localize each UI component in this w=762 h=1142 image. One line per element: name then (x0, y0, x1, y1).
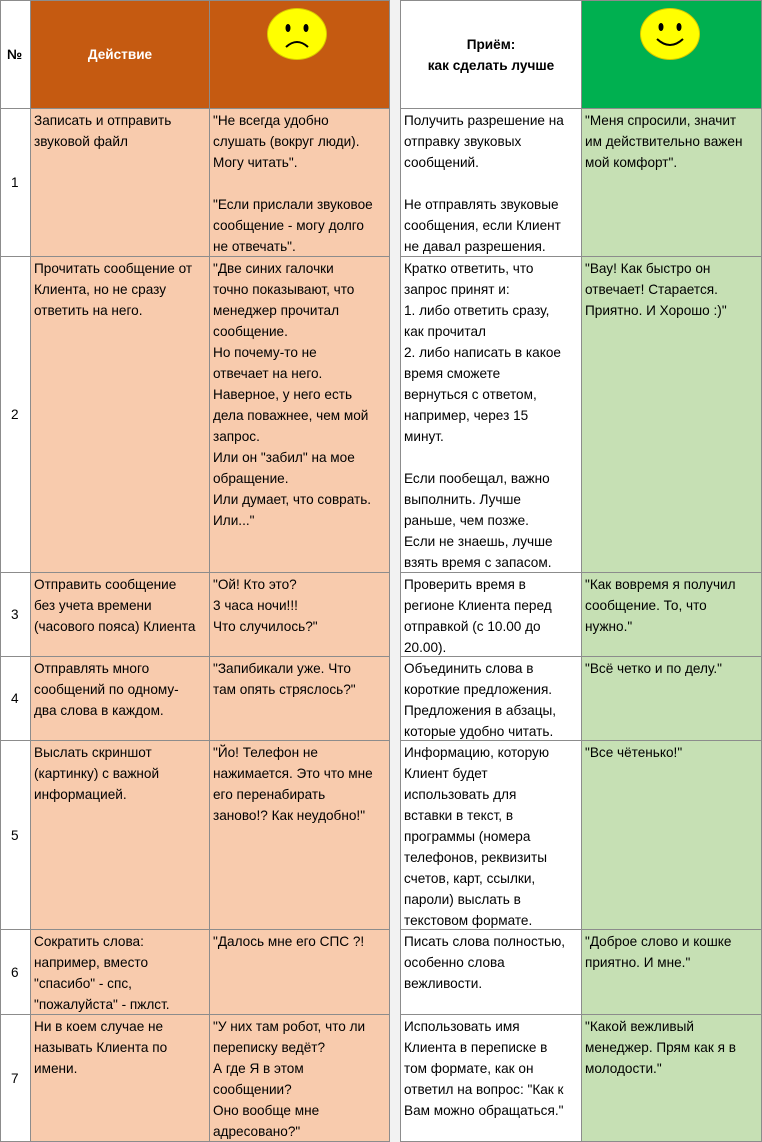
row-1-client-happy: "Меня спросили, значит им действительно важен мой комфорт". (581, 108, 762, 257)
happy-face-icon (640, 8, 700, 60)
row-1-action: Записать и отправить звуковой файл (30, 108, 210, 257)
row-6-client-happy: "Доброе слово и кошке приятно. И мне." (581, 929, 762, 1015)
header-num (0, 0, 31, 109)
row-1-client-sad: "Не всегда удобно слушать (вокруг люди). Могу читать". "Если прислали звуковое сообщение - могу долго не отвечать". (209, 108, 390, 257)
row-2-client-happy: "Вау! Как быстро он отвечает! Старается. Приятно. И Хорошо :)" (581, 256, 762, 573)
row-6-client-sad: "Далось мне его СПС ?! (209, 929, 390, 1015)
header-technique (400, 0, 582, 109)
row-6-action: Сократить слова: например, вместо "спасибо" - спс, "пожалуйста" - пжлст. (30, 929, 210, 1015)
row-2-num: 2 (0, 256, 31, 573)
row-7-technique: Использовать имя Клиента в переписке в том формате, как он ответил на вопрос: "Как к Вам можно обращаться." (400, 1014, 582, 1142)
row-6-technique: Писать слова полностью, особенно слова вежливости. (400, 929, 582, 1015)
row-6-num: 6 (0, 929, 31, 1015)
row-5-client-sad: "Йо! Телефон не нажимается. Это что мне его перенабирать заново!? Как неудобно!" (209, 740, 390, 930)
row-4-action: Отправлять много сообщений по одному- два слова в каждом. (30, 656, 210, 741)
header-client-sad (209, 0, 390, 109)
row-2-technique: Кратко ответить, что запрос принят и: 1. либо ответить сразу, как прочитал 2. либо написать в какое время сможете вернуться с ответом, например, через 15 минут. Если пообещал, важно выполнить. Лучше раньше, чем позже. Если не знаешь, лучше взять время с запасом. (400, 256, 582, 573)
row-3-client-sad: "Ой! Кто это? 3 часа ночи!!! Что случилось?" (209, 572, 390, 657)
row-1-num: 1 (0, 108, 31, 257)
row-5-num: 5 (0, 740, 31, 930)
row-3-client-happy: "Как вовремя я получил сообщение. То, что нужно." (581, 572, 762, 657)
header-action (30, 0, 210, 109)
header-action-label: Действие (87, 47, 153, 62)
header-technique-line1: Приём: (466, 36, 516, 52)
row-2-client-sad: "Две синих галочки точно показывают, что менеджер прочитал сообщение. Но почему-то не отвечает на него. Наверное, у него есть дела поважнее, чем мой запрос. Или он "забил" на мое обращение. Или думает, что соврать. Или..." (209, 256, 390, 573)
column-gap (389, 0, 401, 1142)
row-3-action: Отправить сообщение без учета времени (часового пояса) Клиента (30, 572, 210, 657)
row-7-action: Ни в коем случае не называть Клиента по имени. (30, 1014, 210, 1142)
header-client-happy (581, 0, 762, 109)
row-4-client-happy: "Всё четко и по делу." (581, 656, 762, 741)
row-3-num: 3 (0, 572, 31, 657)
row-4-num: 4 (0, 656, 31, 741)
header-num-label: № (7, 47, 23, 62)
row-3-technique: Проверить время в регионе Клиента перед отправкой (с 10.00 до 20.00). (400, 572, 582, 657)
row-4-client-sad: "Запибикали уже. Что там опять стряслось?" (209, 656, 390, 741)
header-technique-line2: как сделать лучше (427, 57, 555, 73)
row-7-num: 7 (0, 1014, 31, 1142)
row-7-client-sad: "У них там робот, что ли переписку ведёт? А где Я в этом сообщении? Оно вообще мне адресовано?" (209, 1014, 390, 1142)
row-5-technique: Информацию, которую Клиент будет использовать для вставки в текст, в программы (номера телефонов, реквизиты счетов, карт, ссылки, пароли) выслать в текстовом формате. (400, 740, 582, 930)
row-5-action: Выслать скриншот (картинку) с важной информацией. (30, 740, 210, 930)
row-7-client-happy: "Какой вежливый менеджер. Прям как я в молодости." (581, 1014, 762, 1142)
row-5-client-happy: "Все чётенько!" (581, 740, 762, 930)
row-4-technique: Объединить слова в короткие предложения. Предложения в абзацы, которые удобно читать. (400, 656, 582, 741)
row-2-action: Прочитать сообщение от Клиента, но не сразу ответить на него. (30, 256, 210, 573)
sad-face-icon (267, 8, 327, 60)
row-1-technique: Получить разрешение на отправку звуковых сообщений. Не отправлять звуковые сообщения, если Клиент не давал разрешения. (400, 108, 582, 257)
